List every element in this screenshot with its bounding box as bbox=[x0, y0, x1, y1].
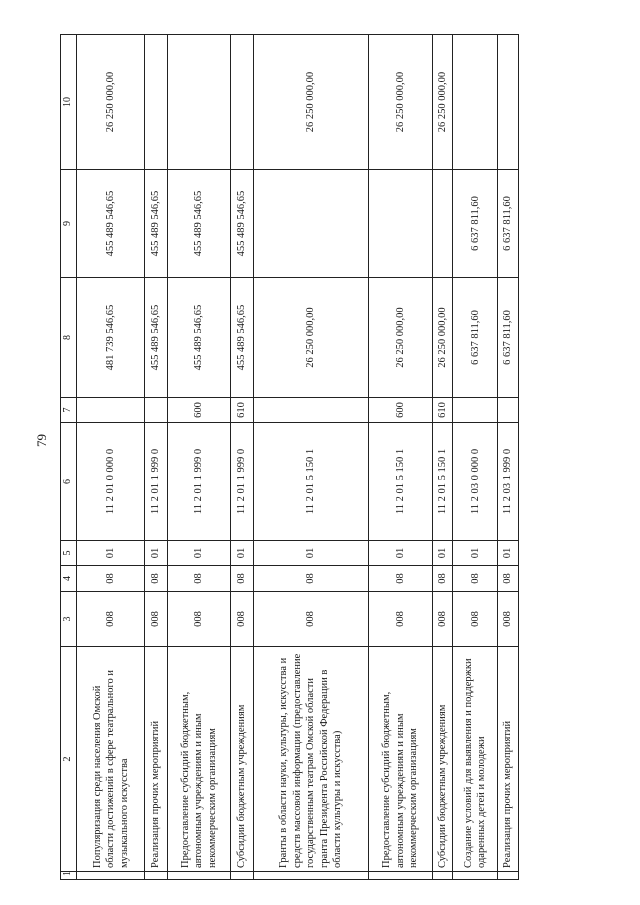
amount-total-cell: 455 489 546,65 bbox=[231, 278, 254, 398]
subsection-code-cell: 01 bbox=[369, 541, 433, 566]
amount-federal-cell bbox=[167, 35, 231, 170]
header-cell: 6 bbox=[61, 423, 77, 541]
expense-type-cell bbox=[145, 398, 168, 423]
budget-table bbox=[60, 34, 519, 880]
section-code-cell: 08 bbox=[453, 566, 498, 592]
expense-type-cell: 600 bbox=[167, 398, 231, 423]
table-row bbox=[254, 35, 369, 880]
table-row bbox=[498, 35, 519, 880]
table-row bbox=[77, 35, 145, 880]
item-name-cell: Субсидии бюджетным учреждениям bbox=[432, 647, 453, 872]
subsection-code-cell: 01 bbox=[145, 541, 168, 566]
item-name-cell: Предоставление субсидий бюджетным, автономным учреждениям и иным некоммерческим организациям bbox=[167, 647, 231, 872]
ministry-code-cell: 008 bbox=[369, 592, 433, 647]
table-row bbox=[453, 35, 498, 880]
ministry-code-cell: 008 bbox=[167, 592, 231, 647]
row-number-cell bbox=[167, 872, 231, 880]
row-number-cell bbox=[498, 872, 519, 880]
expense-type-cell bbox=[77, 398, 145, 423]
subsection-code-cell: 01 bbox=[231, 541, 254, 566]
amount-total-cell: 6 637 811,60 bbox=[498, 278, 519, 398]
item-name-cell: Гранты в области науки, культуры, искусства и средств массовой информации (предоставление государственным театрам Омской области гранта Президента Российской Федерации в области культуры и искусства) bbox=[254, 647, 369, 872]
table-row bbox=[369, 35, 433, 880]
ministry-code-cell: 008 bbox=[77, 592, 145, 647]
row-number-cell bbox=[432, 872, 453, 880]
ministry-code-cell: 008 bbox=[432, 592, 453, 647]
expense-type-cell bbox=[453, 398, 498, 423]
expense-type-cell: 610 bbox=[432, 398, 453, 423]
target-article-cell: 11 2 01 0 000 0 bbox=[77, 423, 145, 541]
target-article-cell: 11 2 01 5 150 1 bbox=[432, 423, 453, 541]
section-code-cell: 08 bbox=[369, 566, 433, 592]
subsection-code-cell: 01 bbox=[77, 541, 145, 566]
header-cell: 5 bbox=[61, 541, 77, 566]
header-cell: 7 bbox=[61, 398, 77, 423]
item-name-cell: Создание условий для выявления и поддержки одаренных детей и молодежи bbox=[453, 647, 498, 872]
amount-regional-cell: 455 489 546,65 bbox=[231, 170, 254, 278]
subsection-code-cell: 01 bbox=[167, 541, 231, 566]
amount-total-cell: 481 739 546,65 bbox=[77, 278, 145, 398]
amount-regional-cell: 455 489 546,65 bbox=[145, 170, 168, 278]
row-number-cell bbox=[254, 872, 369, 880]
item-name-cell: Субсидии бюджетным учреждениям bbox=[231, 647, 254, 872]
ministry-code-cell: 008 bbox=[231, 592, 254, 647]
subsection-code-cell: 01 bbox=[498, 541, 519, 566]
header-cell: 10 bbox=[61, 35, 77, 170]
ministry-code-cell: 008 bbox=[254, 592, 369, 647]
amount-federal-cell bbox=[498, 35, 519, 170]
target-article-cell: 11 2 01 1 999 0 bbox=[167, 423, 231, 541]
amount-federal-cell bbox=[453, 35, 498, 170]
page-number: 79 bbox=[34, 434, 49, 447]
amount-regional-cell: 455 489 546,65 bbox=[167, 170, 231, 278]
section-code-cell: 08 bbox=[167, 566, 231, 592]
item-name-cell: Популяризация среди населения Омской области достижений в сфере театрального и музыкального искусства bbox=[77, 647, 145, 872]
ministry-code-cell: 008 bbox=[498, 592, 519, 647]
amount-regional-cell bbox=[432, 170, 453, 278]
table-row bbox=[432, 35, 453, 880]
section-code-cell: 08 bbox=[432, 566, 453, 592]
row-number-cell bbox=[145, 872, 168, 880]
section-code-cell: 08 bbox=[231, 566, 254, 592]
amount-total-cell: 6 637 811,60 bbox=[453, 278, 498, 398]
item-name-cell: Реализация прочих мероприятий bbox=[145, 647, 168, 872]
amount-regional-cell: 6 637 811,60 bbox=[453, 170, 498, 278]
header-cell: 9 bbox=[61, 170, 77, 278]
header-cell: 8 bbox=[61, 278, 77, 398]
rotated-page-content bbox=[60, 35, 519, 880]
expense-type-cell: 610 bbox=[231, 398, 254, 423]
subsection-code-cell: 01 bbox=[453, 541, 498, 566]
target-article-cell: 11 2 01 1 999 0 bbox=[231, 423, 254, 541]
amount-regional-cell: 6 637 811,60 bbox=[498, 170, 519, 278]
amount-regional-cell bbox=[254, 170, 369, 278]
section-code-cell: 08 bbox=[498, 566, 519, 592]
expense-type-cell: 600 bbox=[369, 398, 433, 423]
ministry-code-cell: 008 bbox=[145, 592, 168, 647]
table-row bbox=[145, 35, 168, 880]
subsection-code-cell: 01 bbox=[254, 541, 369, 566]
amount-federal-cell bbox=[145, 35, 168, 170]
amount-regional-cell bbox=[369, 170, 433, 278]
subsection-code-cell: 01 bbox=[432, 541, 453, 566]
amount-total-cell: 455 489 546,65 bbox=[167, 278, 231, 398]
amount-total-cell: 455 489 546,65 bbox=[145, 278, 168, 398]
table-row bbox=[167, 35, 231, 880]
amount-federal-cell bbox=[231, 35, 254, 170]
row-number-cell bbox=[77, 872, 145, 880]
expense-type-cell bbox=[498, 398, 519, 423]
target-article-cell: 11 2 01 5 150 1 bbox=[254, 423, 369, 541]
amount-regional-cell: 455 489 546,65 bbox=[77, 170, 145, 278]
amount-federal-cell: 26 250 000,00 bbox=[369, 35, 433, 170]
column-number-row bbox=[61, 35, 77, 880]
amount-total-cell: 26 250 000,00 bbox=[432, 278, 453, 398]
item-name-cell: Реализация прочих мероприятий bbox=[498, 647, 519, 872]
header-cell: 1 bbox=[61, 872, 77, 880]
row-number-cell bbox=[369, 872, 433, 880]
section-code-cell: 08 bbox=[77, 566, 145, 592]
table-row bbox=[231, 35, 254, 880]
row-number-cell bbox=[453, 872, 498, 880]
amount-federal-cell: 26 250 000,00 bbox=[432, 35, 453, 170]
expense-type-cell bbox=[254, 398, 369, 423]
header-cell: 2 bbox=[61, 647, 77, 872]
item-name-cell: Предоставление субсидий бюджетным, автономным учреждениям и иным некоммерческим организациям bbox=[369, 647, 433, 872]
target-article-cell: 11 2 03 1 999 0 bbox=[498, 423, 519, 541]
target-article-cell: 11 2 01 1 999 0 bbox=[145, 423, 168, 541]
ministry-code-cell: 008 bbox=[453, 592, 498, 647]
amount-total-cell: 26 250 000,00 bbox=[254, 278, 369, 398]
section-code-cell: 08 bbox=[254, 566, 369, 592]
amount-federal-cell: 26 250 000,00 bbox=[254, 35, 369, 170]
amount-total-cell: 26 250 000,00 bbox=[369, 278, 433, 398]
amount-federal-cell: 26 250 000,00 bbox=[77, 35, 145, 170]
header-cell: 3 bbox=[61, 592, 77, 647]
target-article-cell: 11 2 03 0 000 0 bbox=[453, 423, 498, 541]
row-number-cell bbox=[231, 872, 254, 880]
header-cell: 4 bbox=[61, 566, 77, 592]
section-code-cell: 08 bbox=[145, 566, 168, 592]
target-article-cell: 11 2 01 5 150 1 bbox=[369, 423, 433, 541]
